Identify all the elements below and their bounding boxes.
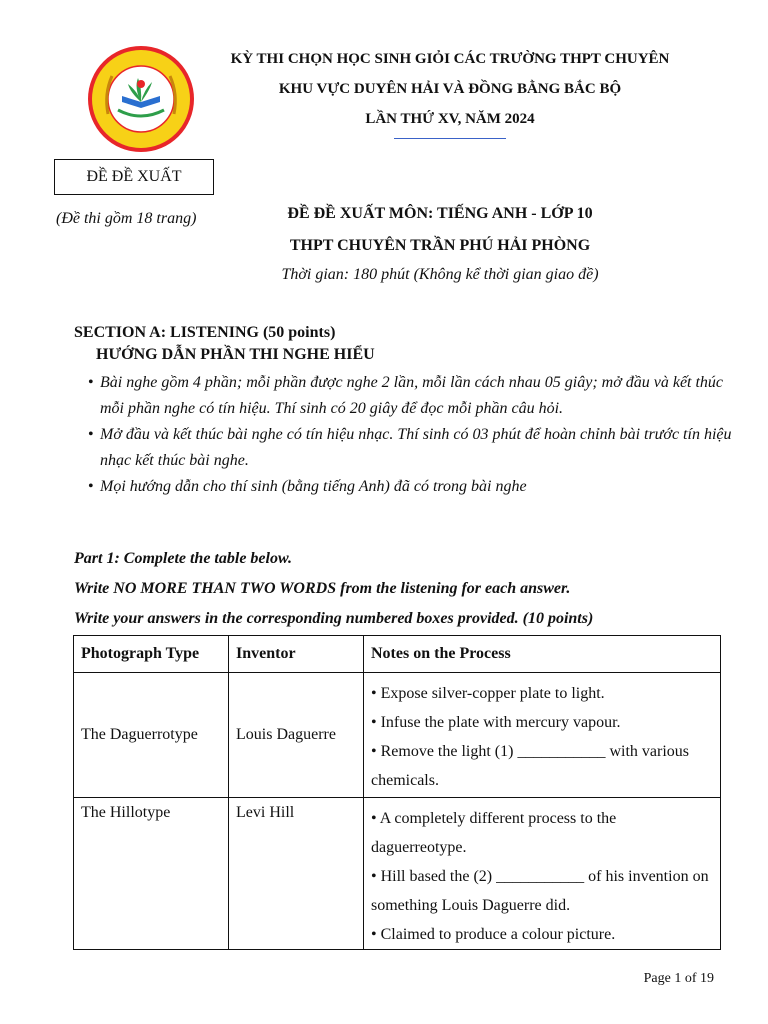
- page-number: Page 1 of 19: [643, 971, 714, 986]
- exam-title-block: [220, 48, 680, 139]
- subject-title: ĐỀ ĐỀ XUẤT MÔN: TIẾNG ANH - LỚP 10: [287, 205, 593, 222]
- part1-line2: Write NO MORE THAN TWO WORDS from the listening for each answer.: [74, 580, 571, 597]
- school-name: THPT CHUYÊN TRẦN PHÚ HẢI PHÒNG: [289, 237, 591, 254]
- school-association-logo: [86, 44, 196, 154]
- cell-notes: [364, 798, 721, 950]
- table-header-row: [74, 636, 721, 673]
- proposal-box: ĐỀ ĐỀ XUẤT: [54, 159, 214, 195]
- exam-title-line1: KỲ THI CHỌN HỌC SINH GIỎI CÁC TRƯỜNG THPT CHUYÊN: [230, 51, 670, 67]
- bullet-icon: •: [88, 374, 94, 391]
- photograph-table: [73, 635, 721, 950]
- section-a: [74, 322, 734, 500]
- exam-title-line2: KHU VỰC DUYÊN HẢI VÀ ĐỒNG BẰNG BẮC BỘ: [278, 81, 622, 97]
- cell-inventor: Levi Hill: [229, 798, 364, 950]
- cell-type: The Hillotype: [74, 798, 229, 950]
- part1-instructions: [74, 544, 734, 634]
- header-inventor: Inventor: [229, 636, 364, 673]
- section-a-heading: SECTION A: LISTENING (50 points): [74, 324, 336, 341]
- note-line: • A completely different process to the daguerreotype.: [371, 810, 617, 856]
- title-underline: [394, 138, 506, 139]
- note-line: • Hill based the (2) ___________ of his invention on something Louis Daguerre did.: [371, 868, 709, 914]
- bullet-icon: •: [88, 426, 94, 443]
- table-row: [74, 673, 721, 798]
- part1-line3: Write your answers in the corresponding numbered boxes provided. (10 points): [74, 610, 594, 627]
- table-row: [74, 798, 721, 950]
- note-line: • Remove the light (1) ___________ with various chemicals.: [371, 743, 690, 789]
- part1-line1: Part 1: Complete the table below.: [74, 550, 293, 567]
- note-line: • Expose silver-copper plate to light.: [371, 685, 605, 702]
- subject-block: [220, 202, 660, 287]
- note-line: • Infuse the plate with mercury vapour.: [371, 714, 621, 731]
- cell-type: The Daguerrotype: [74, 673, 229, 798]
- pages-note: (Đề thi gồm 18 trang): [56, 210, 197, 227]
- note-line: • Claimed to produce a colour picture.: [371, 926, 616, 943]
- instruction-item: • Bài nghe gồm 4 phần; mỗi phần được nghe 2 lần, mỗi lần cách nhau 05 giây; mở đầu và kết thúc mỗi phần nghe có tín hiệu. Thí sinh có 20 giây để đọc mỗi phần câu hỏi.: [74, 370, 734, 422]
- instruction-list: [74, 370, 734, 500]
- exam-time: Thời gian: 180 phút (Không kể thời gian giao đề): [281, 266, 599, 283]
- cell-inventor: Louis Daguerre: [229, 673, 364, 798]
- section-a-subheading: HƯỚNG DẪN PHẦN THI NGHE HIỂU: [96, 346, 375, 363]
- header-notes: Notes on the Process: [364, 636, 721, 673]
- instruction-item: • Mở đầu và kết thúc bài nghe có tín hiệu nhạc. Thí sinh có 03 phút để hoàn chỉnh bài trước tín hiệu nhạc kết thúc bài nghe.: [74, 422, 734, 474]
- header-photograph-type: Photograph Type: [74, 636, 229, 673]
- cell-notes: [364, 673, 721, 798]
- instruction-item: • Mọi hướng dẫn cho thí sinh (bằng tiếng Anh) đã có trong bài nghe: [74, 474, 734, 500]
- exam-title-line3: LẦN THỨ XV, NĂM 2024: [365, 111, 535, 127]
- bullet-icon: •: [88, 478, 94, 495]
